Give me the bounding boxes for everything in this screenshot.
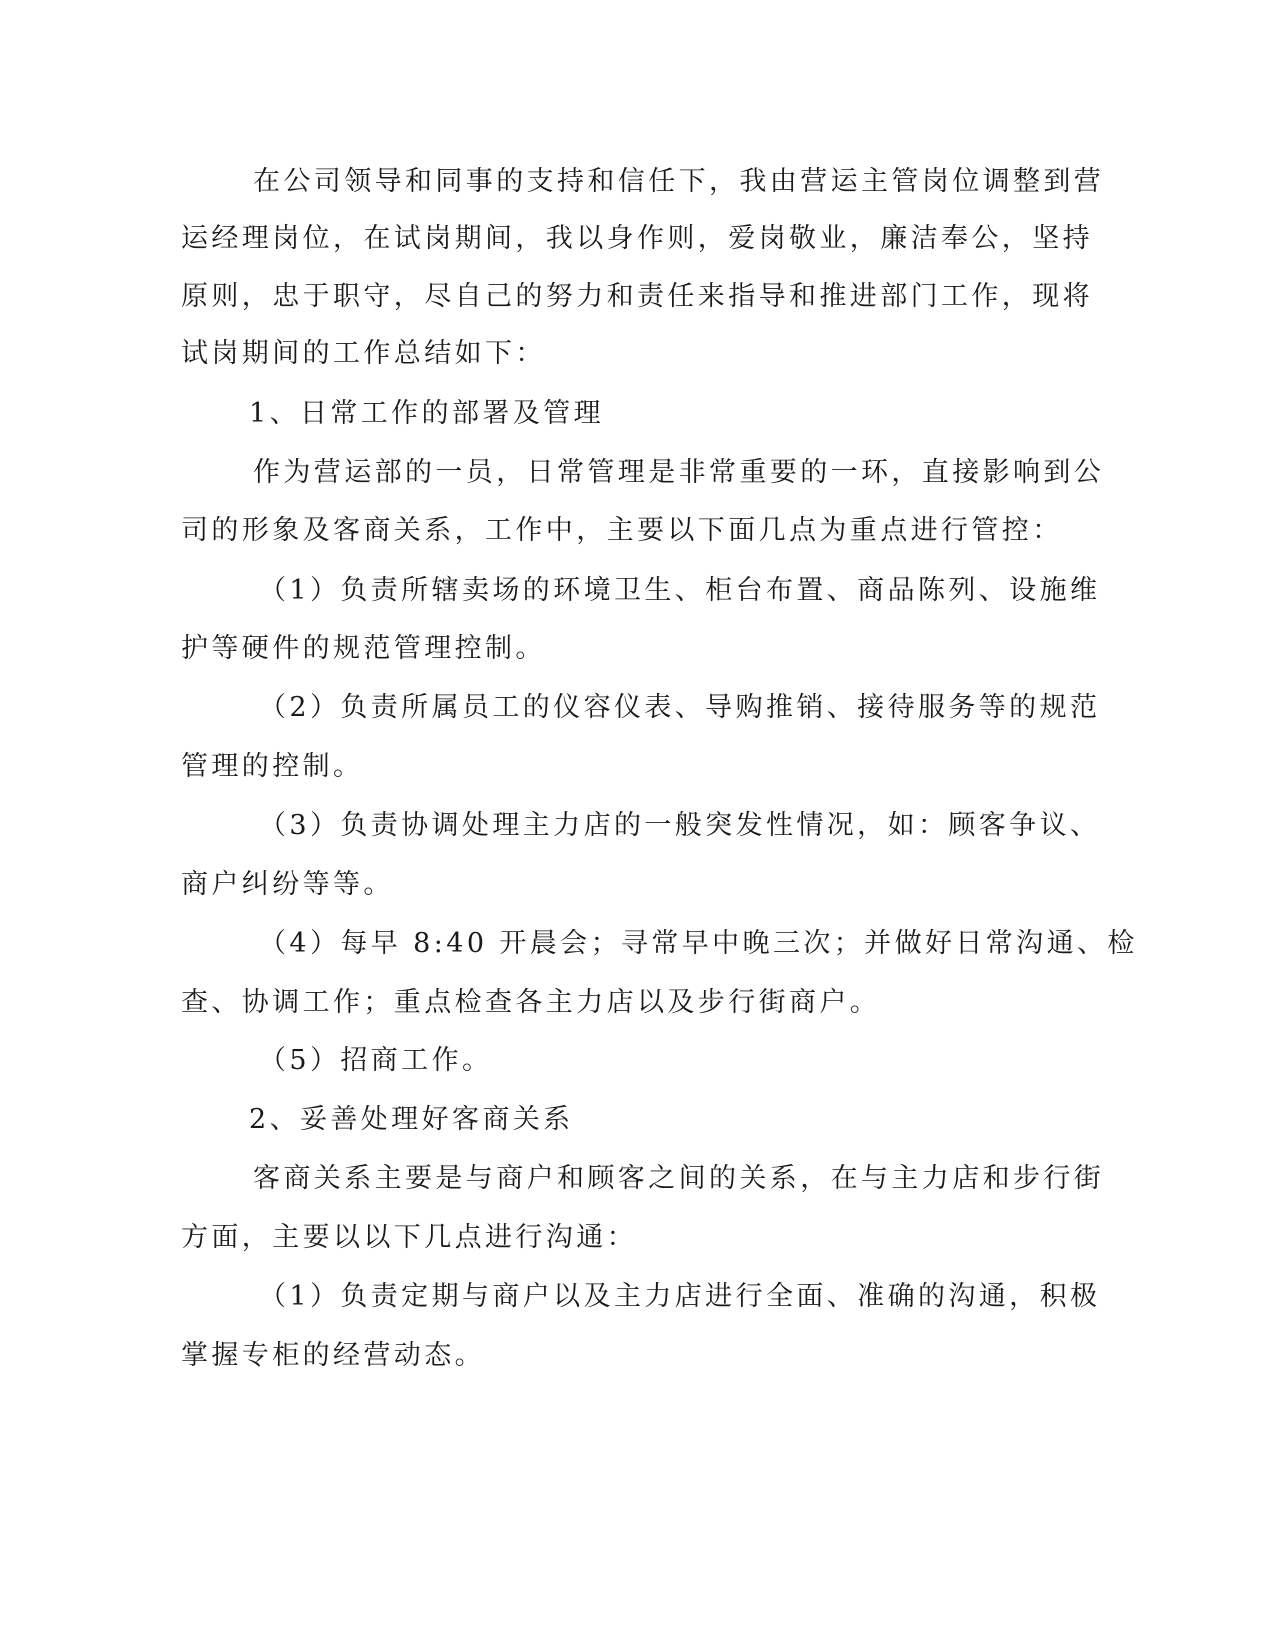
paragraph-intro-line-4: 试岗期间的工作总结如下： (181, 338, 546, 369)
section-heading-1: 1、日常工作的部署及管理 (249, 398, 604, 429)
paragraph-intro-line-2: 运经理岗位，在试岗期间，我以身作则，爱岗敬业，廉洁奉公，坚持 (181, 223, 1093, 254)
section-heading-2: 2、妥善处理好客商关系 (249, 1104, 574, 1135)
list-item-3-line-1: （3）负责协调处理主力店的一般突发性情况，如：顾客争议、 (259, 810, 1101, 841)
list-item-3-line-2: 商户纠纷等等。 (181, 869, 394, 900)
list-item-1-line-1: （1）负责所辖卖场的环境卫生、柜台布置、商品陈列、设施维 (259, 575, 1101, 606)
paragraph-daily-line-1: 作为营运部的一员，日常管理是非常重要的一环，直接影响到公 (253, 457, 1105, 488)
paragraph-daily-line-2: 司的形象及客商关系，工作中，主要以下面几点为重点进行管控： (181, 515, 1063, 546)
paragraph-intro-line-3: 原则，忠于职守，尽自己的努力和责任来指导和推进部门工作，现将 (181, 281, 1093, 312)
list-item-1-line-2: 护等硬件的规范管理控制。 (181, 633, 546, 664)
list-item-5-line-1: （5）招商工作。 (259, 1045, 493, 1076)
list-item-4-line-1: （4）每早 8:40 开晨会；寻常早中晚三次；并做好日常沟通、检 (259, 928, 1138, 959)
list-item-6-line-1: （1）负责定期与商户以及主力店进行全面、准确的沟通，积极 (259, 1281, 1101, 1312)
list-item-2-line-1: （2）负责所属员工的仪容仪表、导购推销、接待服务等的规范 (259, 692, 1101, 723)
list-item-6-line-2: 掌握专柜的经营动态。 (181, 1340, 485, 1371)
paragraph-relations-line-1: 客商关系主要是与商户和顾客之间的关系，在与主力店和步行街 (253, 1163, 1105, 1194)
list-item-4-line-2: 查、协调工作；重点检查各主力店以及步行街商户。 (181, 987, 881, 1018)
list-item-2-line-2: 管理的控制。 (181, 751, 364, 782)
paragraph-relations-line-2: 方面，主要以以下几点进行沟通： (181, 1222, 637, 1253)
paragraph-intro-line-1: 在公司领导和同事的支持和信任下，我由营运主管岗位调整到营 (253, 166, 1105, 197)
